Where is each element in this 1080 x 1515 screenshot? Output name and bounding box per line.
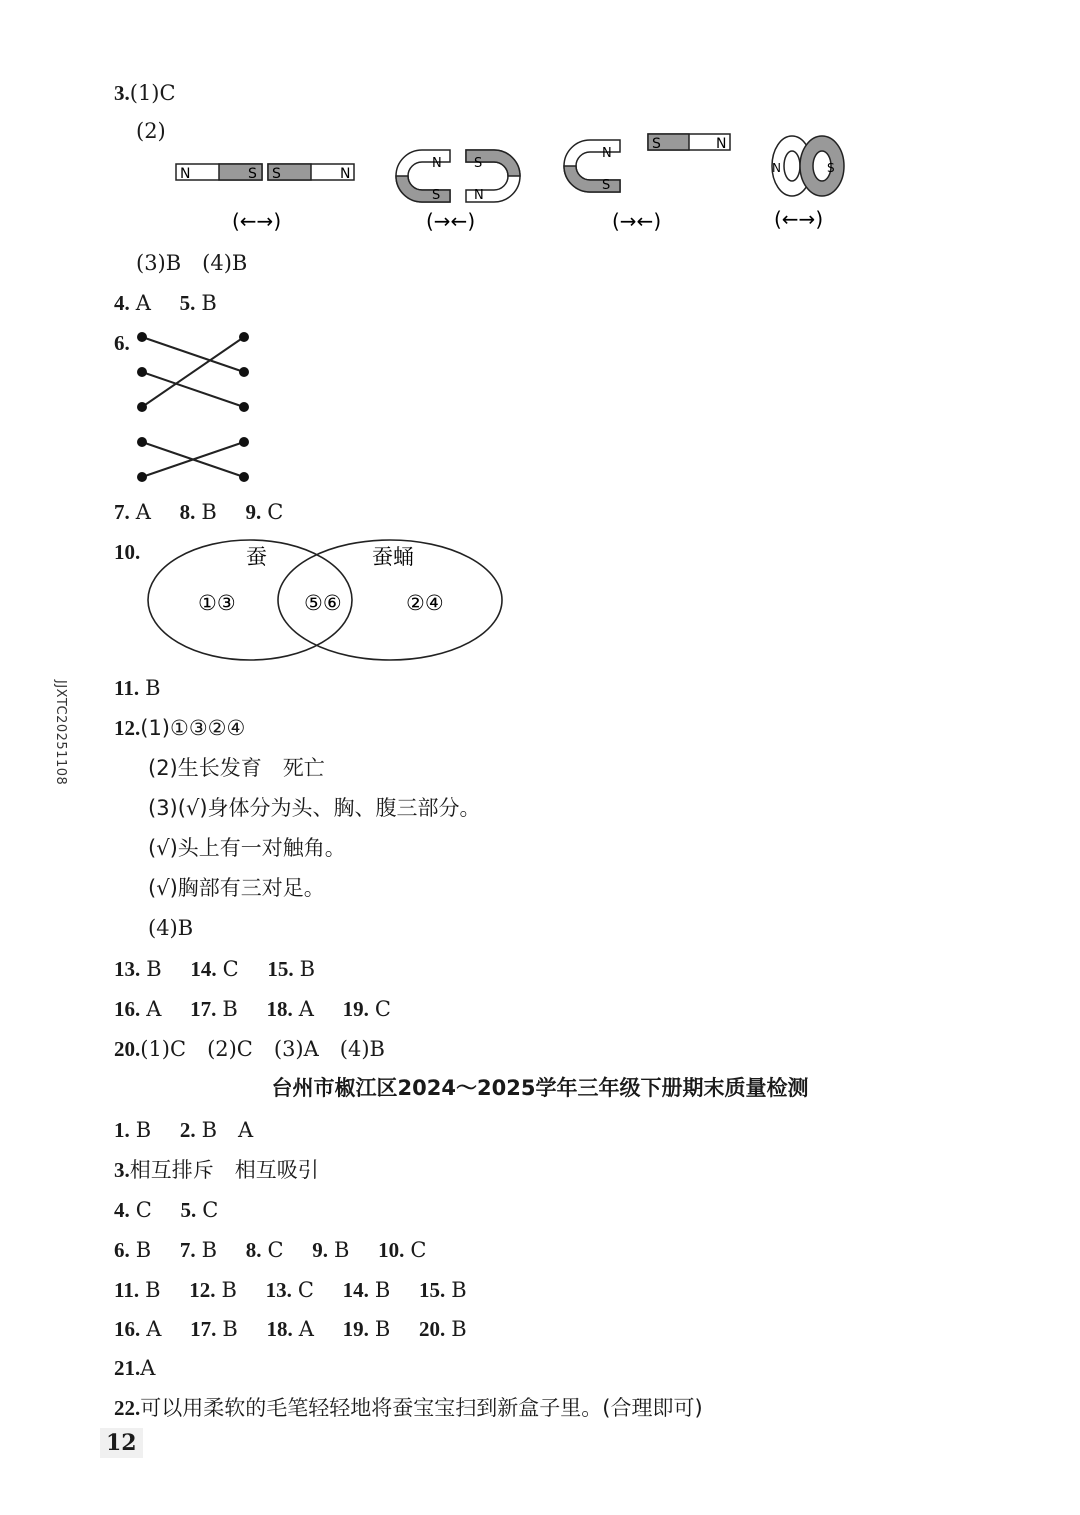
s2-answers-1-2: 1. B 2. B A [114,1118,254,1142]
pole-n: N [340,166,351,182]
pole-n: N [180,166,191,182]
venn-right-title: 蚕蛹 [372,545,414,569]
s2-answer-21: 21.A [114,1356,156,1380]
magnets-figure [160,128,880,246]
pole-s: S [827,161,835,175]
venn-diagram [140,532,510,664]
q3-part1: 3.(1)C [114,81,176,105]
ring-magnets [772,136,844,196]
arrow-answer-1: (←→) [232,209,282,233]
q12-part4: (4)B [148,916,194,940]
section-title: 台州市椒江区2024～2025学年三年级下册期末质量检测 [271,1076,809,1100]
answers-16-19: 16. A 17. B 18. A 19. C [114,997,391,1021]
answer-20: 20.(1)C (2)C (3)A (4)B [114,1037,385,1061]
pole-s: S [652,136,661,152]
answer-11: 11. B [114,676,161,700]
s2-answers-4-5: 4. C 5. C [114,1198,219,1222]
page-number: 12 [100,1428,143,1458]
u-magnet-pair [396,150,520,203]
pole-n: N [474,188,484,203]
q12-part3: (3)(√)身体分为头、胸、腹三部分。 [148,796,481,820]
pole-n: N [432,156,442,171]
arrow-answer-2: (→←) [426,209,476,233]
s2-answer-22: 22.可以用柔软的毛笔轻轻地将蚕宝宝扫到新盒子里。(合理即可) [114,1396,703,1420]
pole-s: S [272,166,281,182]
answers-13-15: 13. B 14. C 15. B [114,957,316,981]
answers-7-9: 7. A 8. B 9. C [114,500,284,524]
q12-part3-c: (√)胸部有三对足。 [148,876,325,900]
venn-right-only: ②④ [406,591,444,615]
s2-answers-16-20: 16. A 17. B 18. A 19. B 20. B [114,1317,467,1341]
matching-lines [130,325,260,490]
venn-overlap: ⑤⑥ [304,591,342,615]
pole-s: S [474,156,483,171]
s2-answers-11-15: 11. B 12. B 13. C 14. B 15. B [114,1278,467,1302]
q12-part3-b: (√)头上有一对触角。 [148,836,346,860]
pole-n: N [772,161,781,175]
pole-s: S [432,188,441,203]
s2-answers-6-10: 6. B 7. B 8. C 9. B 10. C [114,1238,427,1262]
venn-left-only: ①③ [198,591,236,615]
pole-s: S [248,166,257,182]
s2-answer-3: 3.相互排斥 相互吸引 [114,1158,319,1182]
venn-left-title: 蚕 [246,545,267,569]
side-code: JJXTC20251108 [53,680,68,786]
q12-part2: (2)生长发育 死亡 [148,756,325,780]
q12-part1: 12.(1)①③②④ [114,716,246,740]
q3-part3-4: (3)B (4)B [136,251,248,275]
u-and-bar-magnet [564,134,730,193]
bar-magnet-pair [176,164,354,182]
q6-number: 6. [114,331,130,355]
pole-n: N [716,136,727,152]
q3-part2-label: (2) [136,119,166,143]
arrow-answer-3: (→←) [612,209,662,233]
answers-4-5: 4. A 5. B [114,291,217,315]
arrow-answer-4: (←→) [774,207,824,231]
pole-n: N [602,146,612,161]
pole-s: S [602,178,611,193]
q10-number: 10. [114,540,141,564]
